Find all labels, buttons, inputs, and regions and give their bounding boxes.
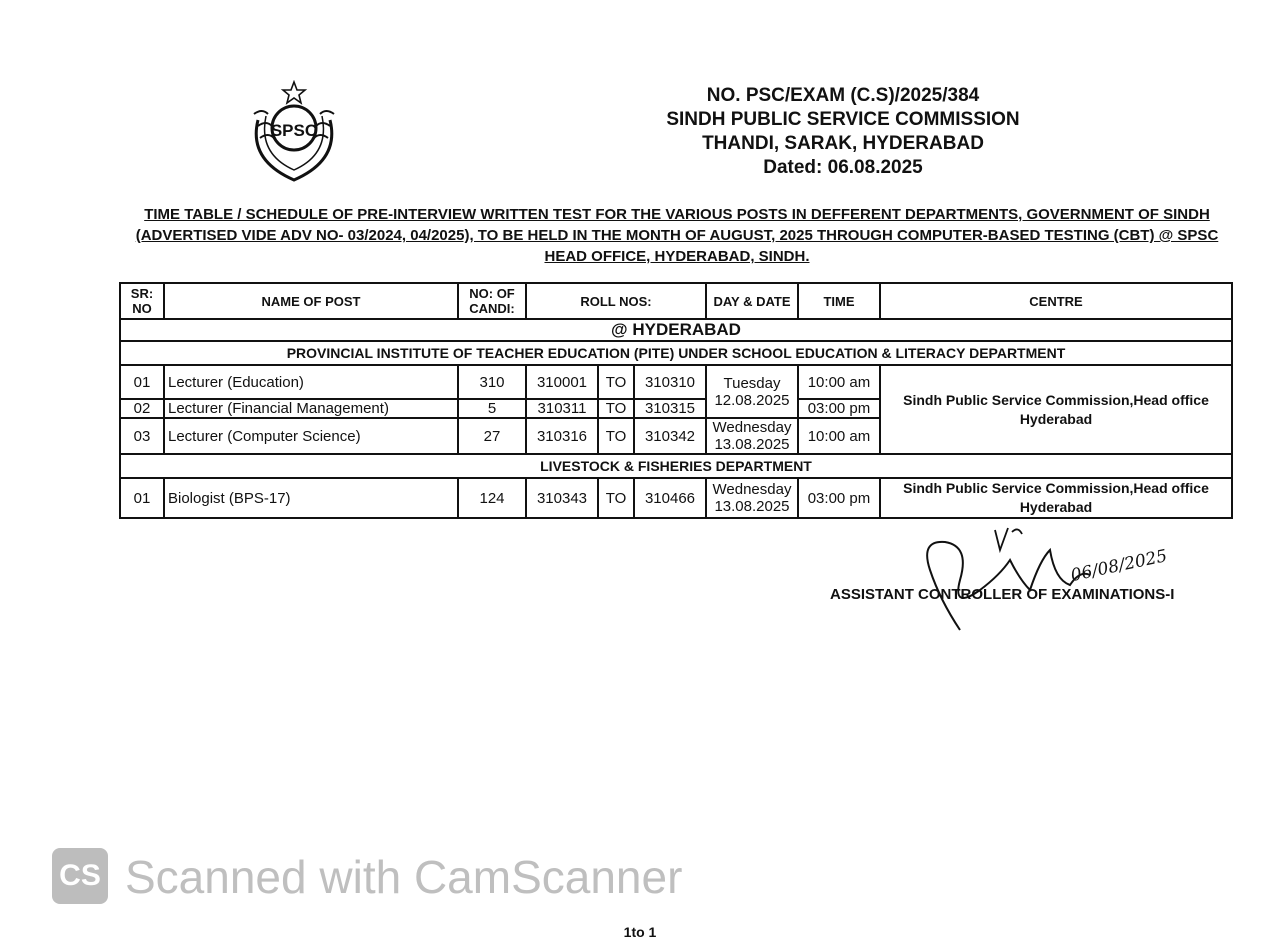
department-label: LIVESTOCK & FISHERIES DEPARTMENT xyxy=(120,454,1232,478)
day: Wednesday xyxy=(712,419,792,436)
col-time: TIME xyxy=(798,283,880,319)
roll-to-label: TO xyxy=(598,418,634,454)
reference-number: NO. PSC/EXAM (C.S)/2025/384 xyxy=(706,85,980,106)
letter-date: Dated: 06.08.2025 xyxy=(763,157,923,178)
time: 10:00 am xyxy=(798,365,880,399)
department-label: PROVINCIAL INSTITUTE OF TEACHER EDUCATION (PITE) UNDER SCHOOL EDUCATION & LITERACY DEPARTMENT xyxy=(120,341,1232,365)
day-date xyxy=(706,418,798,454)
sr-no: 03 xyxy=(120,418,164,454)
sr-no: 02 xyxy=(120,399,164,418)
signature-date: 06/08/2025 xyxy=(1068,546,1169,586)
organization-address: THANDI, SARAK, HYDERABAD xyxy=(702,133,984,154)
date: 13.08.2025 xyxy=(714,498,790,515)
date: 13.08.2025 xyxy=(714,436,790,453)
col-post: NAME OF POST xyxy=(164,283,458,319)
spsc-emblem-logo xyxy=(236,80,352,184)
day-date xyxy=(706,478,798,518)
roll-to-label: TO xyxy=(598,399,634,418)
department-row xyxy=(120,341,1232,365)
table-row xyxy=(120,365,1232,399)
col-candidates: NO: OF CANDI: xyxy=(458,283,526,319)
roll-to: 310466 xyxy=(634,478,706,518)
roll-from: 310316 xyxy=(526,418,598,454)
svg-text:SPSC: SPSC xyxy=(270,121,318,140)
handwritten-signature xyxy=(900,520,1200,640)
col-roll-nos: ROLL NOS: xyxy=(526,283,706,319)
time: 03:00 pm xyxy=(798,399,880,418)
scanner-watermark: Scanned with CamScanner xyxy=(125,851,683,903)
time: 03:00 pm xyxy=(798,478,880,518)
letter-header xyxy=(620,84,1066,180)
organization-name: SINDH PUBLIC SERVICE COMMISSION xyxy=(666,109,1020,130)
day: Wednesday xyxy=(712,481,792,498)
signatory-title: ASSISTANT CONTROLLER OF EXAMINATIONS-I xyxy=(830,586,1175,603)
location-label: @ HYDERABAD xyxy=(120,319,1232,341)
col-centre: CENTRE xyxy=(880,283,1232,319)
roll-to-label: TO xyxy=(598,478,634,518)
centre: Sindh Public Service Commission,Head office Hyderabad xyxy=(880,365,1232,454)
table-header-row xyxy=(120,283,1232,319)
post-name: Lecturer (Financial Management) xyxy=(164,399,458,418)
time: 10:00 am xyxy=(798,418,880,454)
day: Tuesday xyxy=(723,374,781,392)
post-name: Lecturer (Computer Science) xyxy=(164,418,458,454)
sr-no: 01 xyxy=(120,365,164,399)
day-date xyxy=(706,365,798,418)
centre: Sindh Public Service Commission,Head office Hyderabad xyxy=(880,478,1232,518)
roll-from: 310001 xyxy=(526,365,598,399)
page-number: 1to 1 xyxy=(623,924,657,940)
location-row xyxy=(120,319,1232,341)
col-day-date: DAY & DATE xyxy=(706,283,798,319)
roll-from: 310343 xyxy=(526,478,598,518)
candidate-count: 310 xyxy=(458,365,526,399)
schedule-heading: TIME TABLE / SCHEDULE OF PRE-INTERVIEW WRITTEN TEST FOR THE VARIOUS POSTS IN DEFFERENT DEPARTMENTS, GOVERNMENT OF SINDH (ADVERTISED VIDE ADV NO- 03/2024, 04/2025), TO BE HELD IN THE MONTH OF AUGUST, 2025 THROUGH COMPUTER-BASED TESTING (CBT) @ SPSC HEAD OFFICE, HYDERABAD, SINDH. xyxy=(135,206,1219,265)
post-name: Lecturer (Education) xyxy=(164,365,458,399)
roll-to-label: TO xyxy=(598,365,634,399)
roll-to: 310315 xyxy=(634,399,706,418)
roll-from: 310311 xyxy=(526,399,598,418)
post-name: Biologist (BPS-17) xyxy=(164,478,458,518)
table-row xyxy=(120,478,1232,518)
sr-no: 01 xyxy=(120,478,164,518)
candidate-count: 124 xyxy=(458,478,526,518)
camscanner-logo: CS xyxy=(52,848,108,904)
col-sr-no: SR: NO xyxy=(120,283,164,319)
date: 12.08.2025 xyxy=(714,391,790,409)
roll-to: 310342 xyxy=(634,418,706,454)
department-row xyxy=(120,454,1232,478)
candidate-count: 27 xyxy=(458,418,526,454)
candidate-count: 5 xyxy=(458,399,526,418)
schedule-table xyxy=(119,282,1233,519)
roll-to: 310310 xyxy=(634,365,706,399)
